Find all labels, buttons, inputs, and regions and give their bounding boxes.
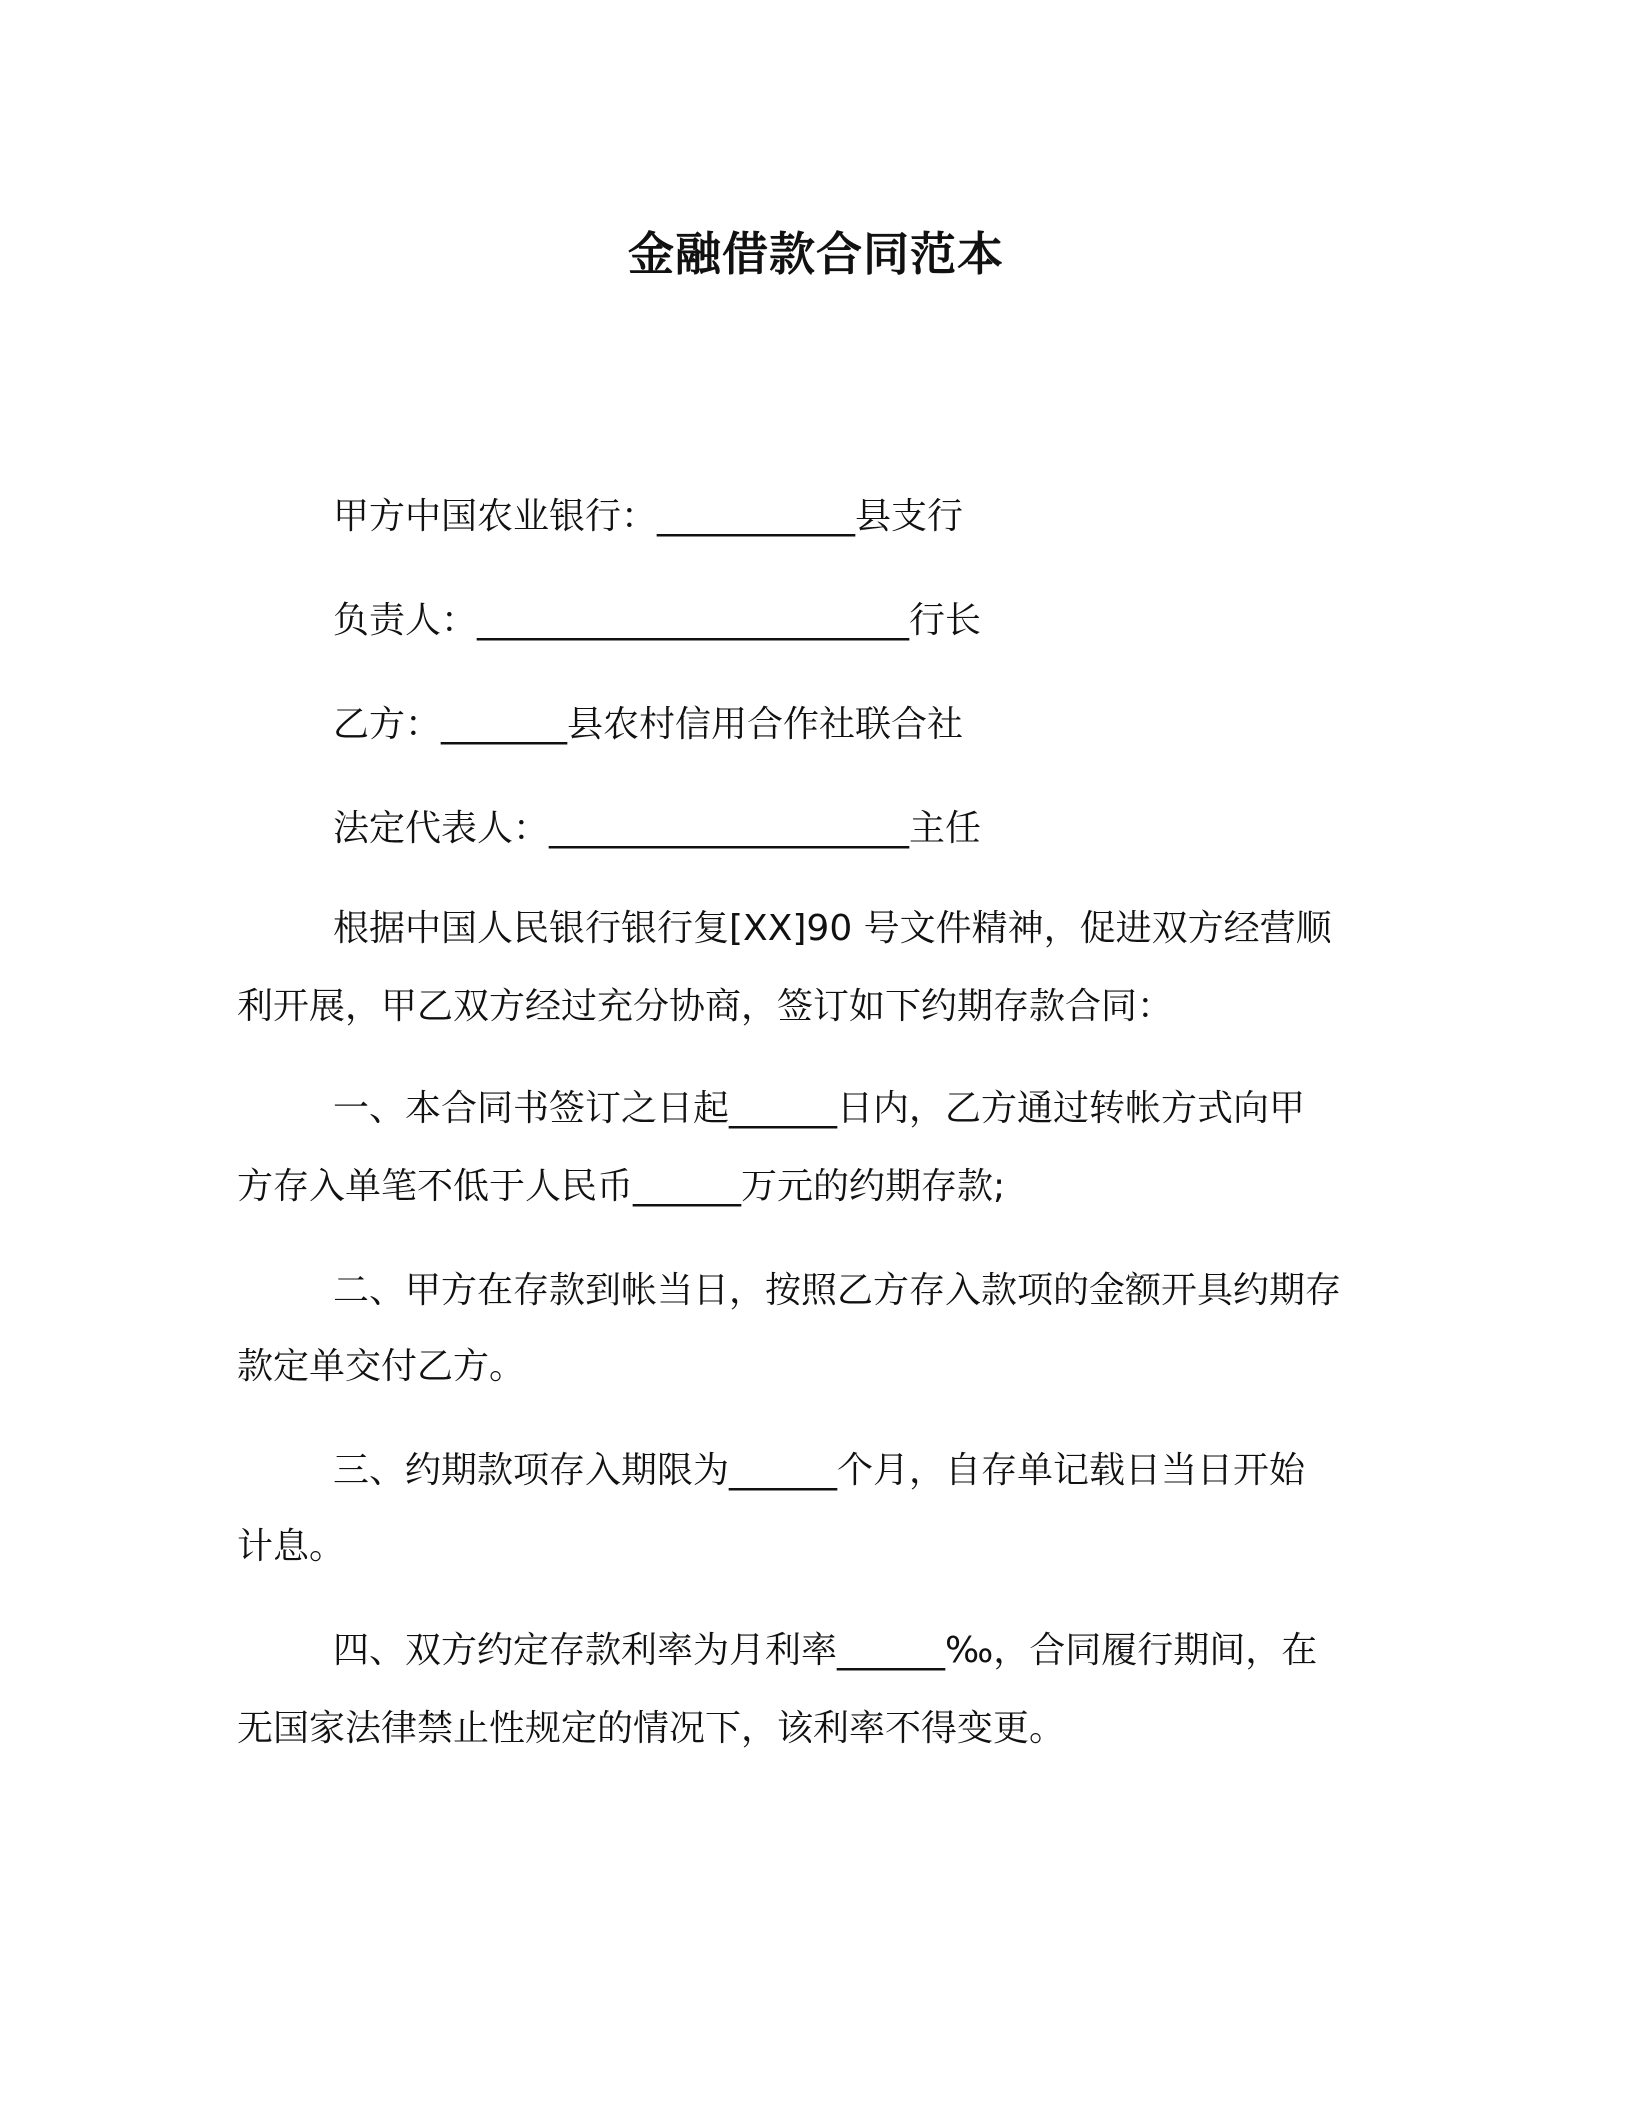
party-a-head-line: 负责人：________________________行长 (333, 600, 982, 641)
paragraph-line: 利开展，甲乙双方经过充分协商，签订如下约期存款合同： (237, 986, 1174, 1027)
paragraph-line: 一、本合同书签订之日起______日内，乙方通过转帐方式向甲 (333, 1088, 1306, 1129)
paragraph-line: 计息。 (237, 1526, 346, 1567)
paragraph-line: 二、甲方在存款到帐当日，按照乙方存入款项的金额开具约期存 (333, 1270, 1342, 1311)
party-b-rep-line: 法定代表人：____________________主任 (333, 808, 982, 849)
paragraph-line: 四、双方约定存款利率为月利率______‰，合同履行期间，在 (333, 1630, 1318, 1671)
paragraph-line: 款定单交付乙方。 (237, 1346, 526, 1387)
party-a-line: 甲方中国农业银行：___________县支行 (333, 496, 964, 537)
party-b-line: 乙方：_______县农村信用合作社联合社 (333, 704, 964, 745)
document-title: 金融借款合同范本 (628, 227, 1004, 281)
paragraph-line: 方存入单笔不低于人民币______万元的约期存款; (237, 1166, 1006, 1207)
paragraph-line: 根据中国人民银行银行复[XX]90 号文件精神，促进双方经营顺 (333, 908, 1332, 949)
paragraph-line: 三、约期款项存入期限为______个月，自存单记载日当日开始 (333, 1450, 1306, 1491)
paragraph-line: 无国家法律禁止性规定的情况下，该利率不得变更。 (237, 1708, 1066, 1749)
